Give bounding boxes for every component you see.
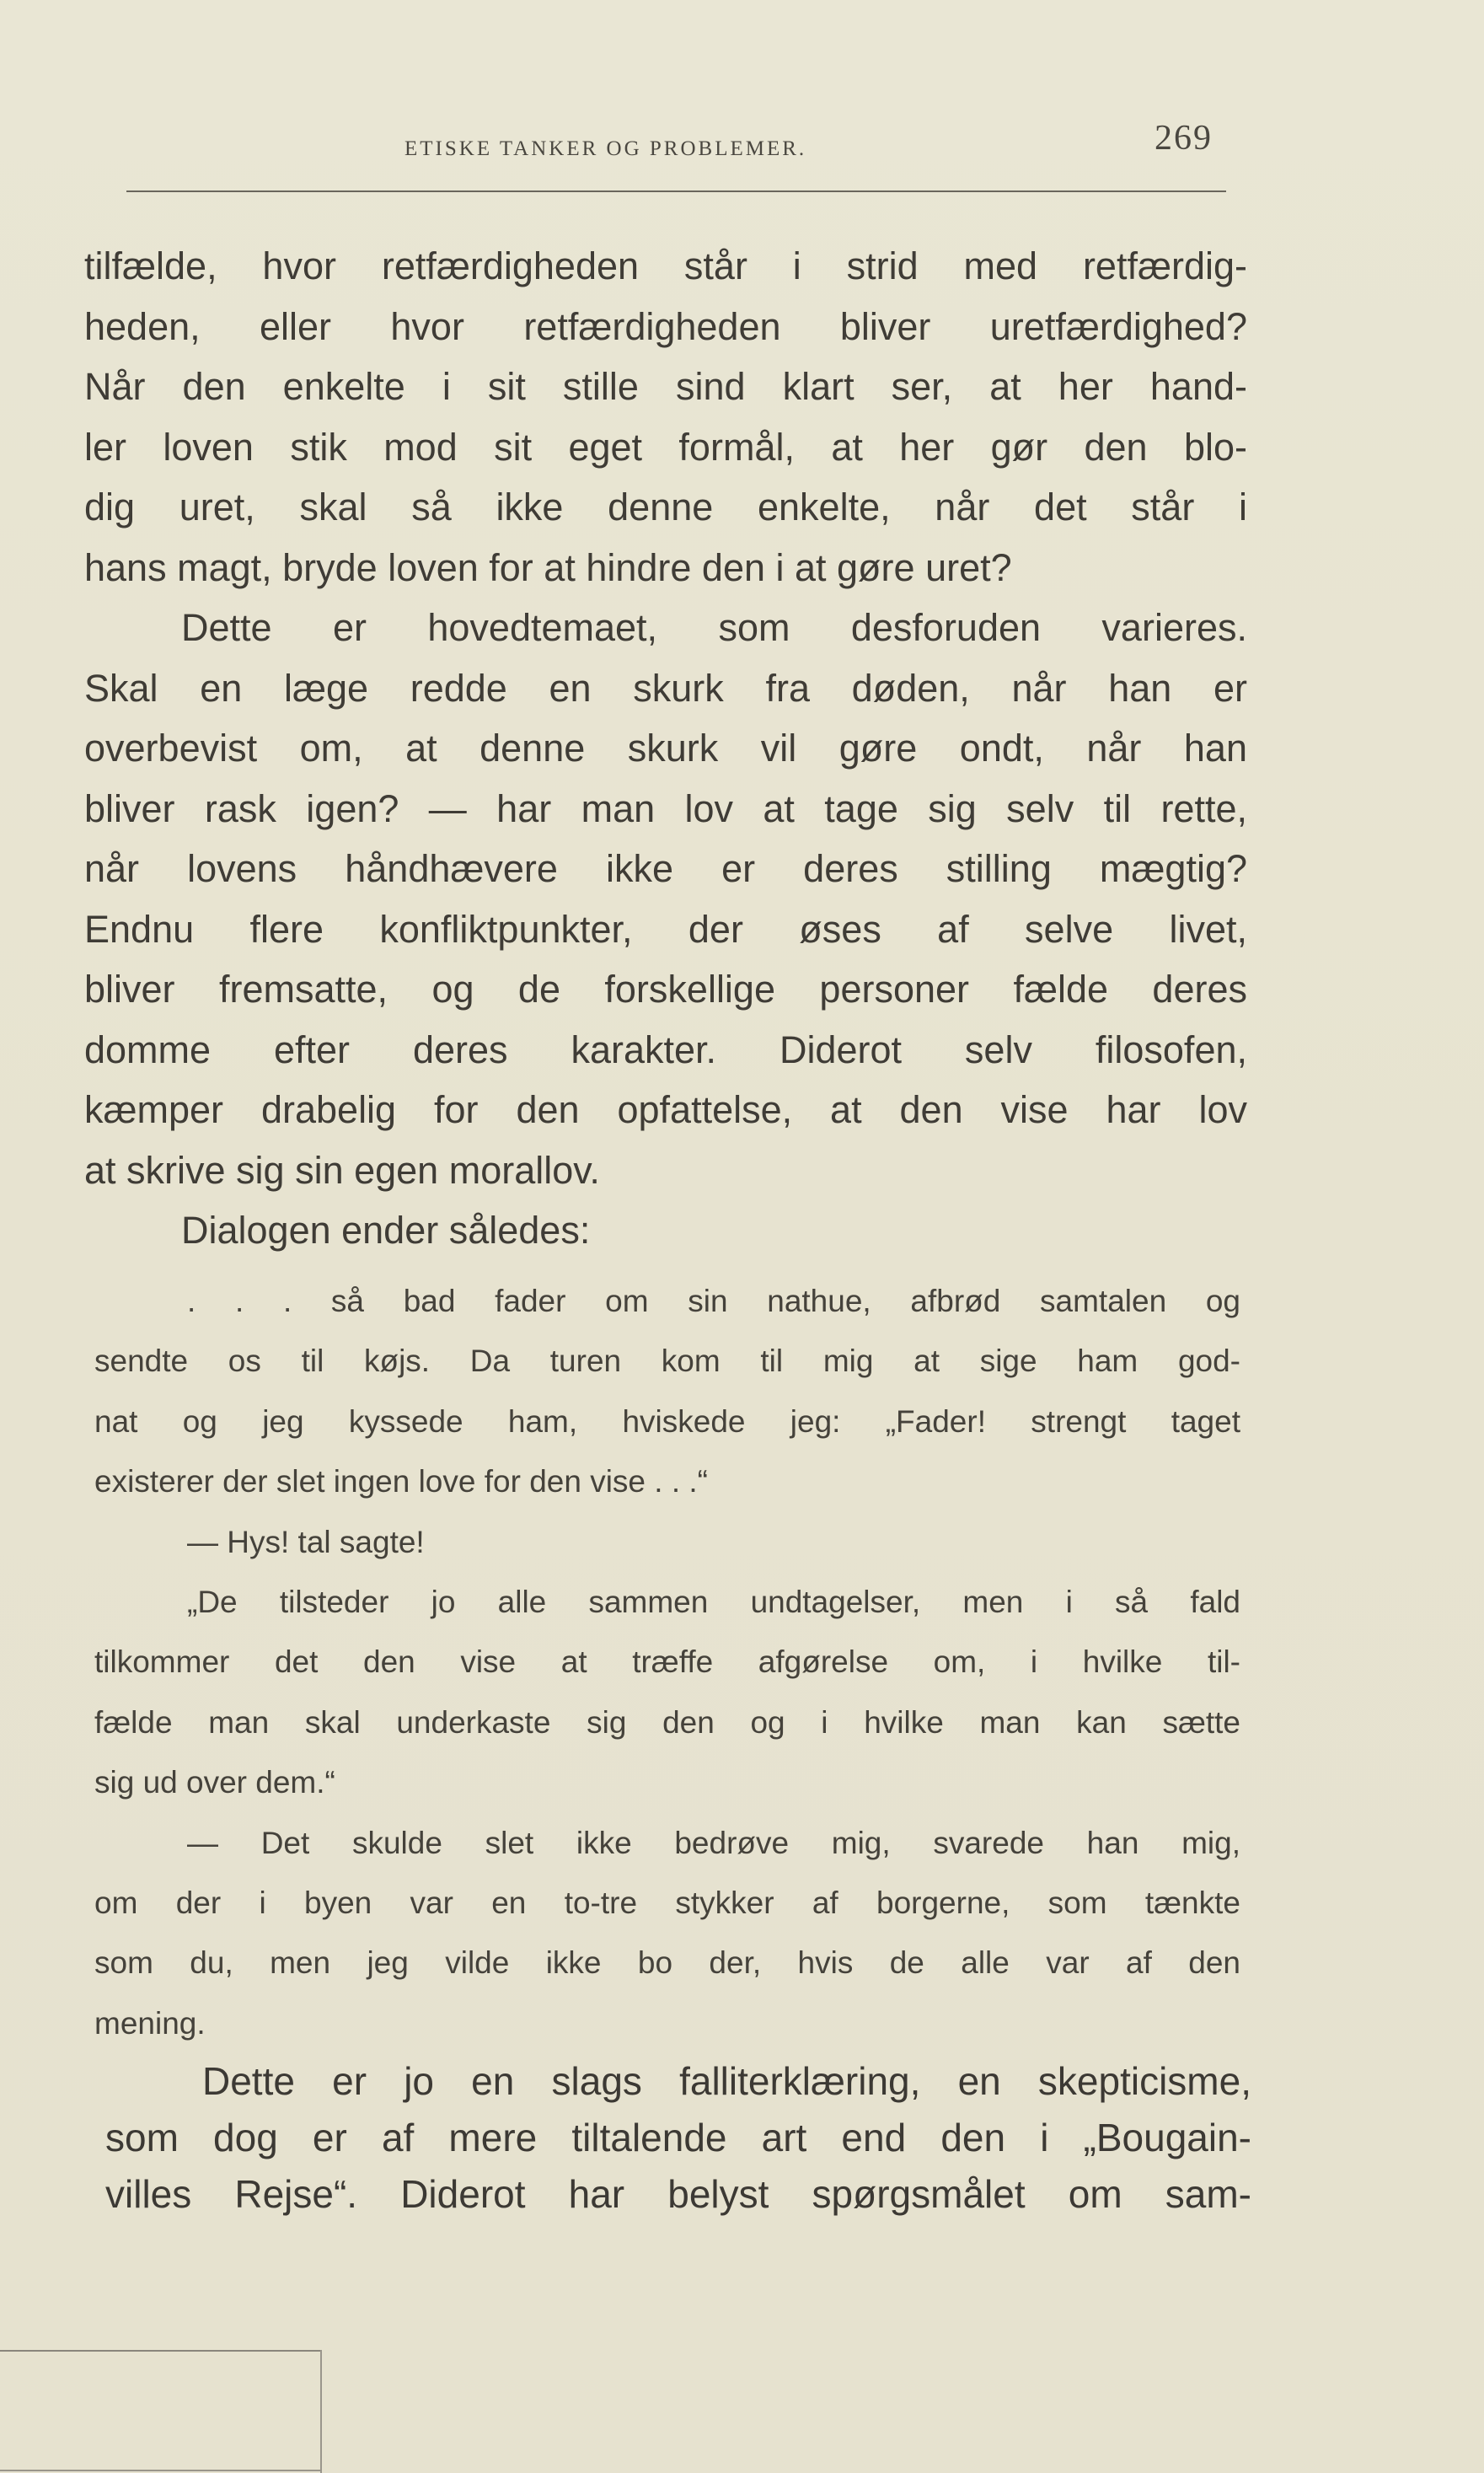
quote-line: om der i byen var en to-tre stykker af borgerne, som tænkte: [94, 1885, 1240, 1920]
text-line: Dialogen ender således:: [181, 1209, 591, 1252]
quote-line: fælde man skal underkaste sig den og i hvilke man kan sætte: [94, 1704, 1240, 1740]
text-line: kæmper drabelig for den opfattelse, at den vise har lov: [84, 1088, 1247, 1131]
text-line: Dette er jo en slags falliterklæring, en skepticisme,: [202, 2059, 1251, 2103]
text-line: Skal en læge redde en skurk fra døden, når han er: [84, 666, 1247, 710]
text-line: villes Rejse“. Diderot har belyst spørgsmålet om sam-: [105, 2172, 1251, 2216]
text-line: at skrive sig sin egen morallov.: [84, 1148, 600, 1192]
quote-line: „De tilsteder jo alle sammen undtagelser, men i så fald: [187, 1584, 1240, 1619]
quoted-dialogue: [94, 1271, 1240, 2053]
text-line: tilfælde, hvor retfærdigheden står i strid med retfærdig-: [84, 244, 1247, 287]
text-line: som dog er af mere tiltalende art end den i „Bougain-: [105, 2116, 1251, 2159]
quote-line: nat og jeg kyssede ham, hviskede jeg: „Fader! strengt taget: [94, 1403, 1240, 1439]
text-line: Endnu flere konfliktpunkter, der øses af selve livet,: [84, 907, 1247, 951]
closing-paragraph: [105, 2053, 1251, 2223]
quote-line: som du, men jeg vilde ikke bo der, hvis de alle var af den: [94, 1945, 1240, 1981]
text-line: bliver fremsatte, og de forskellige personer fælde deres: [84, 968, 1247, 1011]
running-title: ETISKE TANKER OG PROBLEMER.: [404, 137, 807, 160]
scan-edge-rule: [0, 2350, 320, 2352]
text-line: ler loven stik mod sit eget formål, at her gør den blo-: [84, 425, 1247, 469]
quote-line: — Hys! tal sagte!: [187, 1524, 425, 1559]
quote-line: . . . så bad fader om sin nathue, afbrød samtalen og: [187, 1284, 1240, 1318]
text-line: dig uret, skal så ikke denne enkelte, når det står i: [84, 485, 1247, 528]
scan-edge-rule: [320, 2350, 322, 2473]
text-line: hans magt, bryde loven for at hindre den i at gøre uret?: [84, 545, 1012, 589]
text-line: overbevist om, at denne skurk vil gøre ondt, når han: [84, 727, 1247, 770]
text-line: Dette er hovedtemaet, som desforuden varieres.: [181, 606, 1247, 649]
quote-line: existerer der slet ingen love for den vise . . .“: [94, 1464, 709, 1499]
quote-line: tilkommer det den vise at træffe afgørelse om, i hvilke til-: [94, 1644, 1240, 1680]
quote-line: sendte os til køjs. Da turen kom til mig at sige ham god-: [94, 1344, 1240, 1379]
header-rule: [126, 190, 1226, 192]
text-line: heden, eller hvor retfærdigheden bliver uretfærdighed?: [84, 304, 1247, 348]
text-line: Når den enkelte i sit stille sind klart ser, at her hand-: [84, 365, 1247, 408]
quote-line: mening.: [94, 2005, 206, 2041]
text-line: domme efter deres karakter. Diderot selv filosofen,: [84, 1027, 1247, 1071]
quote-line: — Det skulde slet ikke bedrøve mig, svarede han mig,: [187, 1825, 1240, 1860]
main-text: [84, 236, 1247, 1261]
text-line: når lovens håndhævere ikke er deres stilling mægtig?: [84, 847, 1247, 890]
page-number: 269: [1155, 119, 1213, 158]
quote-line: sig ud over dem.“: [94, 1765, 335, 1800]
scan-edge-rule: [0, 2470, 320, 2471]
text-line: bliver rask igen? — har man lov at tage sig selv til rette,: [84, 786, 1247, 830]
